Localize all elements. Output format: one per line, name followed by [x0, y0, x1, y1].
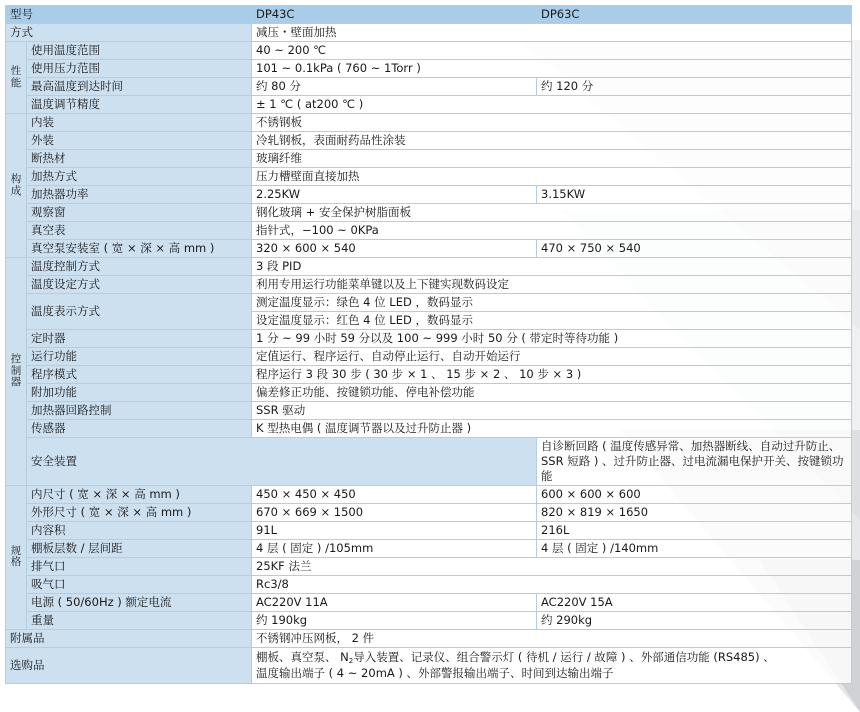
row-gauge: [6, 222, 852, 240]
heater-circuit-label: 加热器回路控制: [27, 402, 252, 420]
timer-label: 定时器: [27, 330, 252, 348]
exhaust-label: 排气口: [27, 557, 252, 575]
control-method-value: 3 段 PID: [252, 258, 852, 276]
heater-power-b: 3.15KW: [537, 186, 852, 204]
row-method: [6, 24, 852, 42]
interior-value: 不锈钢板: [252, 114, 852, 132]
window-label: 观察窗: [27, 204, 252, 222]
row-time-to-max: [6, 78, 852, 96]
power-label: 电源 ( 50/60Hz ) 额定电流: [27, 593, 252, 611]
spec-table: [5, 5, 852, 684]
insulation-label: 断热材: [27, 150, 252, 168]
display-setpoint: 设定温度显示：红色 4 位 LED ，数码显示: [252, 312, 852, 330]
outer-size-b: 820 × 819 × 1650: [537, 503, 852, 521]
inner-size-label: 内尺寸 ( 宽 × 深 × 高 mm ): [27, 485, 252, 503]
row-interior: [6, 114, 852, 132]
row-power: [6, 593, 852, 611]
method-value: 减压・壁面加热: [252, 24, 852, 42]
run-function-value: 定值运行、程序运行、自动停止运行、自动开始运行: [252, 348, 852, 366]
options-line2: 温度输出端子 ( 4 ~ 20mA ) 、外部警报输出端子、时间到达输出端子: [256, 665, 614, 680]
row-options: [6, 647, 852, 683]
options-label: 选购品: [6, 647, 252, 683]
setting-method-value: 利用专用运行功能菜单键以及上下键实现数码设定: [252, 276, 852, 294]
inner-size-b: 600 × 600 × 600: [537, 485, 852, 503]
row-temp-range: [6, 42, 852, 60]
accessories-label: 附属品: [6, 629, 252, 647]
row-display-method: [6, 294, 852, 312]
heater-power-a: 2.25KW: [252, 186, 537, 204]
method-label: 方式: [6, 24, 252, 42]
row-control-method: [6, 258, 852, 276]
temp-range-label: 使用温度范围: [27, 42, 252, 60]
volume-b: 216L: [537, 521, 852, 539]
row-pressure-range: [6, 60, 852, 78]
intake-value: Rc3/8: [252, 575, 852, 593]
display-method-label: 温度表示方式: [27, 294, 252, 330]
program-mode-value: 程序运行 3 段 30 步 ( 30 步 × 1 、 15 步 × 2 、 10 步 × 3 ): [252, 366, 852, 384]
volume-a: 91L: [252, 521, 537, 539]
row-shelves: [6, 539, 852, 557]
row-volume: [6, 521, 852, 539]
heating-value: 压力槽壁面直接加热: [252, 168, 852, 186]
shelves-label: 棚板层数 / 层间距: [27, 539, 252, 557]
extra-function-value: 偏差修正功能、按键锁功能、停电补偿功能: [252, 384, 852, 402]
weight-label: 重量: [27, 611, 252, 629]
row-pump-room: [6, 240, 852, 258]
temp-range-value: 40 ~ 200 ℃: [252, 42, 852, 60]
row-accessories: [6, 629, 852, 647]
heater-power-label: 加热器功率: [27, 186, 252, 204]
gauge-value: 指针式，−100 ~ 0KPa: [252, 222, 852, 240]
gauge-label: 真空表: [27, 222, 252, 240]
pressure-range-label: 使用压力范围: [27, 60, 252, 78]
outer-size-label: 外形尺寸 ( 宽 × 深 × 高 mm ): [27, 503, 252, 521]
options-line1-pre: 棚板、真空泵、 N: [256, 649, 349, 664]
row-extra-function: [6, 384, 852, 402]
outer-size-a: 670 × 669 × 1500: [252, 503, 537, 521]
heating-label: 加热方式: [27, 168, 252, 186]
model-b: DP63C: [537, 6, 852, 24]
power-b: AC220V 15A: [537, 593, 852, 611]
weight-a: 约 190kg: [252, 611, 537, 629]
program-mode-label: 程序模式: [27, 366, 252, 384]
volume-label: 内容积: [27, 521, 252, 539]
group-performance: 性 能: [6, 42, 27, 114]
row-heater-circuit: [6, 402, 852, 420]
display-measured: 测定温度显示：绿色 4 位 LED ，数码显示: [252, 294, 852, 312]
row-insulation: [6, 150, 852, 168]
sensor-value: K 型热电偶 ( 温度调节器以及过升防止器 ): [252, 420, 852, 438]
accessories-value: 不锈钢冲压网板， 2 件: [252, 629, 852, 647]
row-outer-size: [6, 503, 852, 521]
power-a: AC220V 11A: [252, 593, 537, 611]
row-inner-size: [6, 485, 852, 503]
pressure-range-value: 101 ~ 0.1kPa ( 760 ~ 1Torr ): [252, 60, 852, 78]
temp-accuracy-value: ± 1 ℃ ( at200 ℃ ): [252, 96, 852, 114]
row-weight: [6, 611, 852, 629]
group-construction: 构 成: [6, 114, 27, 258]
intake-label: 吸气口: [27, 575, 252, 593]
timer-value: 1 分 ~ 99 小时 59 分以及 100 ~ 999 小时 50 分 ( 带定时等待功能 ): [252, 330, 852, 348]
options-value: [252, 647, 852, 683]
group-controller: 控 制 器: [6, 258, 27, 486]
weight-b: 约 290kg: [537, 611, 852, 629]
row-heating: [6, 168, 852, 186]
row-heater-power: [6, 186, 852, 204]
run-function-label: 运行功能: [27, 348, 252, 366]
setting-method-label: 温度设定方式: [27, 276, 252, 294]
row-safety: [6, 438, 852, 486]
inner-size-a: 450 × 450 × 450: [252, 485, 537, 503]
safety-value: 自诊断回路 ( 温度传感异常、加热器断线、自动过升防止、 SSR 短路 ) 、过升防止器、过电流漏电保护开关、按键锁功能: [537, 438, 852, 486]
exterior-value: 冷轧钢板，表面耐药品性涂装: [252, 132, 852, 150]
row-run-function: [6, 348, 852, 366]
row-exhaust: [6, 557, 852, 575]
options-line1-sub: 2: [348, 656, 354, 665]
window-value: 钢化玻璃 + 安全保护树脂面板: [252, 204, 852, 222]
heater-circuit-value: SSR 驱动: [252, 402, 852, 420]
extra-function-label: 附加功能: [27, 384, 252, 402]
row-window: [6, 204, 852, 222]
control-method-label: 温度控制方式: [27, 258, 252, 276]
row-sensor: [6, 420, 852, 438]
row-intake: [6, 575, 852, 593]
row-timer: [6, 330, 852, 348]
row-program-mode: [6, 366, 852, 384]
shelves-a: 4 层 ( 固定 ) /105mm: [252, 539, 537, 557]
exhaust-value: 25KF 法兰: [252, 557, 852, 575]
insulation-value: 玻璃纤维: [252, 150, 852, 168]
row-exterior: [6, 132, 852, 150]
row-temp-accuracy: [6, 96, 852, 114]
pump-room-b: 470 × 750 × 540: [537, 240, 852, 258]
shelves-b: 4 层 ( 固定 ) /140mm: [537, 539, 852, 557]
pump-room-label: 真空泵安装室 ( 宽 × 深 × 高 mm ): [27, 240, 252, 258]
model-label: 型号: [6, 6, 252, 24]
row-model: [6, 6, 852, 24]
model-a: DP43C: [252, 6, 537, 24]
exterior-label: 外装: [27, 132, 252, 150]
options-line1-post: 导入装置、记录仪、组合警示灯 ( 待机 / 运行 / 故障 ) 、外部通信功能 (RS485) 、: [353, 649, 775, 664]
row-setting-method: [6, 276, 852, 294]
pump-room-a: 320 × 600 × 540: [252, 240, 537, 258]
group-specs: 规 格: [6, 485, 27, 629]
safety-label: 安全装置: [27, 438, 537, 486]
sensor-label: 传感器: [27, 420, 252, 438]
time-to-max-label: 最高温度到达时间: [27, 78, 252, 96]
interior-label: 内装: [27, 114, 252, 132]
time-to-max-a: 约 80 分: [252, 78, 537, 96]
temp-accuracy-label: 温度调节精度: [27, 96, 252, 114]
time-to-max-b: 约 120 分: [537, 78, 852, 96]
